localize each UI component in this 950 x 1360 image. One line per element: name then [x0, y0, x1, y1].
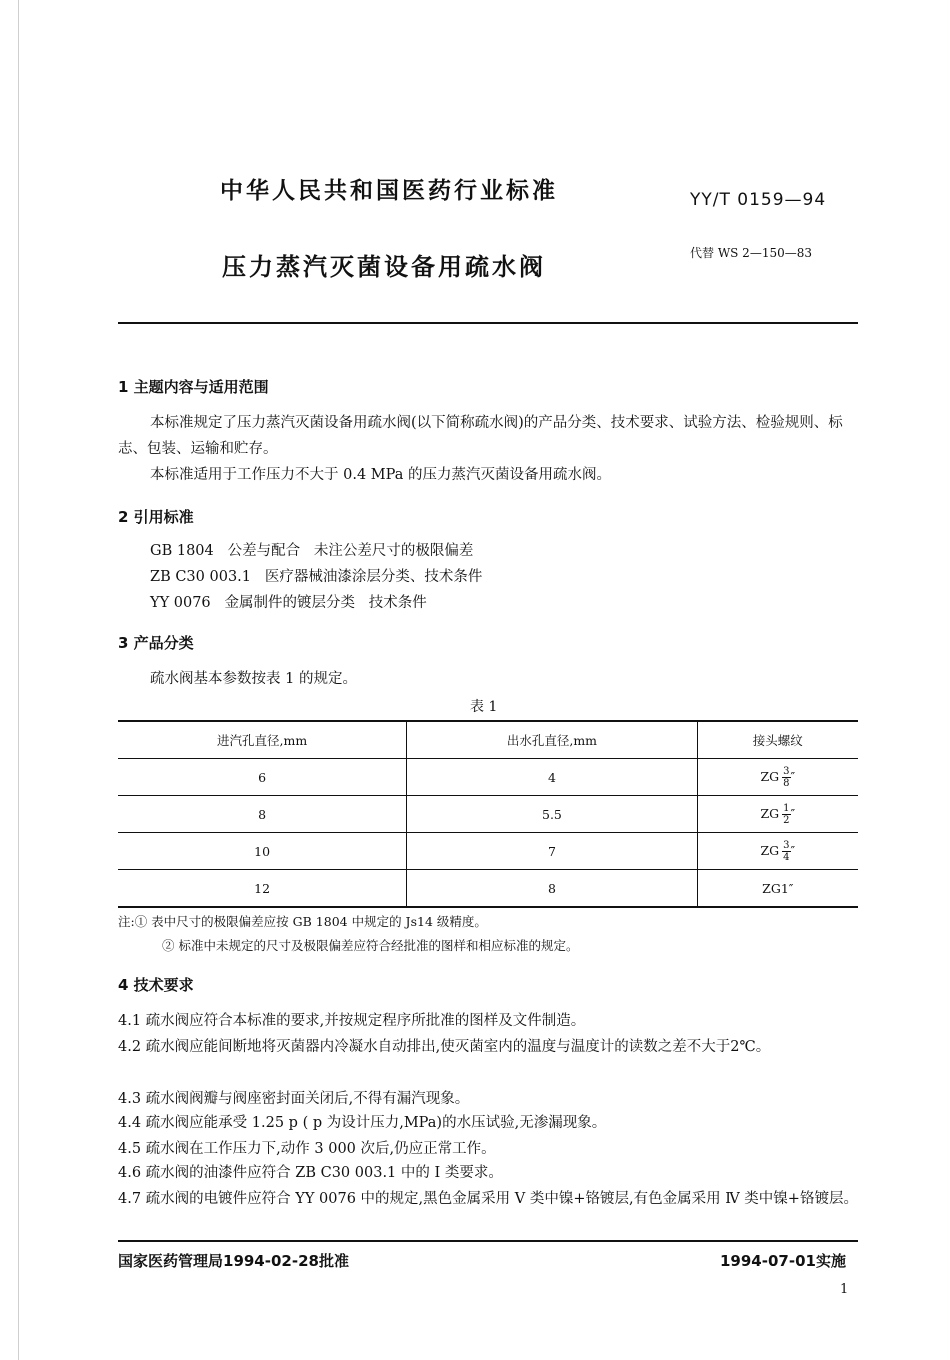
table-header-row	[118, 721, 858, 759]
inlet-diameter-cell: 10	[254, 843, 271, 859]
requirement-item: 4.7 疏水阀的电镀件应符合 YY 0076 中的规定,黑色金属采用 Ⅴ 类中镍+铬镀层,有色金属采用 Ⅳ 类中镍+铬镀层。	[118, 1191, 858, 1207]
outlet-diameter-cell: 5.5	[407, 796, 697, 833]
requirement-item: 4.2 疏水阀应能间断地将灭菌器内冷凝水自动排出,使灭菌室内的温度与温度计的读数之差不大于2℃。	[118, 1039, 771, 1055]
section-1-para-2: 本标准适用于工作压力不大于 0.4 MPa 的压力蒸汽灭菌设备用疏水阀。	[150, 467, 611, 483]
thread-prefix: ZG	[760, 842, 780, 858]
table-caption: 表 1	[470, 699, 498, 715]
requirement-item: 4.3 疏水阀阀瓣与阀座密封面关闭后,不得有漏汽现象。	[118, 1091, 470, 1107]
thread-cell: ZG1″	[697, 870, 858, 908]
column-header-outlet: 出水孔直径,mm	[407, 721, 697, 759]
replaces-standard: 代替 WS 2—150—83	[690, 246, 812, 260]
requirement-item: 4.1 疏水阀应符合本标准的要求,并按规定程序所批准的图样及文件制造。	[118, 1013, 586, 1029]
requirement-item: 4.6 疏水阀的油漆件应符合 ZB C30 003.1 中的 Ⅰ 类要求。	[118, 1165, 503, 1181]
fraction-denominator: 8	[783, 777, 790, 789]
approval-date: 国家医药管理局1994-02-28批准	[118, 1252, 349, 1270]
thread-prefix: ZG	[760, 805, 780, 821]
inch-mark: ″	[790, 805, 796, 821]
reference-item: GB 1804 公差与配合 未注公差尺寸的极限偏差	[150, 543, 474, 559]
footer-divider	[118, 1240, 858, 1242]
thread-fraction	[782, 766, 790, 789]
page-number: 1	[840, 1282, 849, 1297]
outlet-diameter-cell: 8	[407, 870, 697, 908]
fraction-numerator: 3	[783, 765, 790, 777]
inlet-diameter-cell: 12	[254, 880, 271, 896]
fraction-numerator: 1	[783, 802, 790, 814]
outlet-diameter-cell: 7	[407, 833, 697, 870]
thread-cell	[697, 833, 858, 870]
document-title: 压力蒸汽灭菌设备用疏水阀	[222, 253, 546, 281]
section-3-heading: 3 产品分类	[118, 634, 194, 652]
table-row	[118, 870, 858, 908]
thread-cell	[697, 796, 858, 833]
header-divider	[118, 322, 858, 324]
requirement-item: 4.4 疏水阀应能承受 1.25 p ( p 为设计压力,MPa)的水压试验,无渗漏现象。	[118, 1115, 607, 1131]
table-row	[118, 796, 858, 833]
column-header-inlet: 进汽孔直径,mm	[217, 733, 308, 748]
reference-item: ZB C30 003.1 医疗器械油漆涂层分类、技术条件	[150, 569, 483, 585]
parameter-table	[118, 720, 858, 908]
inch-mark: ″	[790, 768, 796, 784]
scan-edge-line	[18, 0, 19, 1360]
table-note-1: 注:① 表中尺寸的极限偏差应按 GB 1804 中规定的 Js14 级精度。	[118, 914, 487, 929]
thread-fraction	[782, 840, 790, 863]
thread-prefix: ZG	[760, 768, 780, 784]
table-note-2: ② 标准中未规定的尺寸及极限偏差应符合经批准的图样和相应标准的规定。	[162, 938, 579, 953]
thread-cell	[697, 759, 858, 796]
table-row	[118, 833, 858, 870]
standard-category-title: 中华人民共和国医药行业标准	[220, 178, 558, 204]
section-2-heading: 2 引用标准	[118, 508, 194, 526]
section-1-heading: 1 主题内容与适用范围	[118, 378, 269, 396]
fraction-denominator: 4	[783, 851, 790, 863]
inlet-diameter-cell: 8	[258, 806, 267, 822]
standard-code: YY/T 0159—94	[690, 190, 827, 210]
effective-date: 1994-07-01实施	[720, 1252, 846, 1270]
column-header-thread: 接头螺纹	[697, 721, 858, 759]
fraction-numerator: 3	[783, 839, 790, 851]
requirement-item: 4.5 疏水阀在工作压力下,动作 3 000 次后,仍应正常工作。	[118, 1141, 496, 1157]
inlet-diameter-cell: 6	[258, 769, 267, 785]
section-4-heading: 4 技术要求	[118, 976, 194, 994]
section-1-para-1: 本标准规定了压力蒸汽灭菌设备用疏水阀(以下简称疏水阀)的产品分类、技术要求、试验方法、检验规则、标志、包装、运输和贮存。	[118, 415, 843, 457]
table-row	[118, 759, 858, 796]
fraction-denominator: 2	[783, 814, 790, 826]
thread-fraction	[782, 803, 790, 826]
section-3-intro: 疏水阀基本参数按表 1 的规定。	[150, 671, 357, 687]
reference-item: YY 0076 金属制件的镀层分类 技术条件	[150, 595, 427, 611]
outlet-diameter-cell: 4	[407, 759, 697, 796]
inch-mark: ″	[790, 842, 796, 858]
